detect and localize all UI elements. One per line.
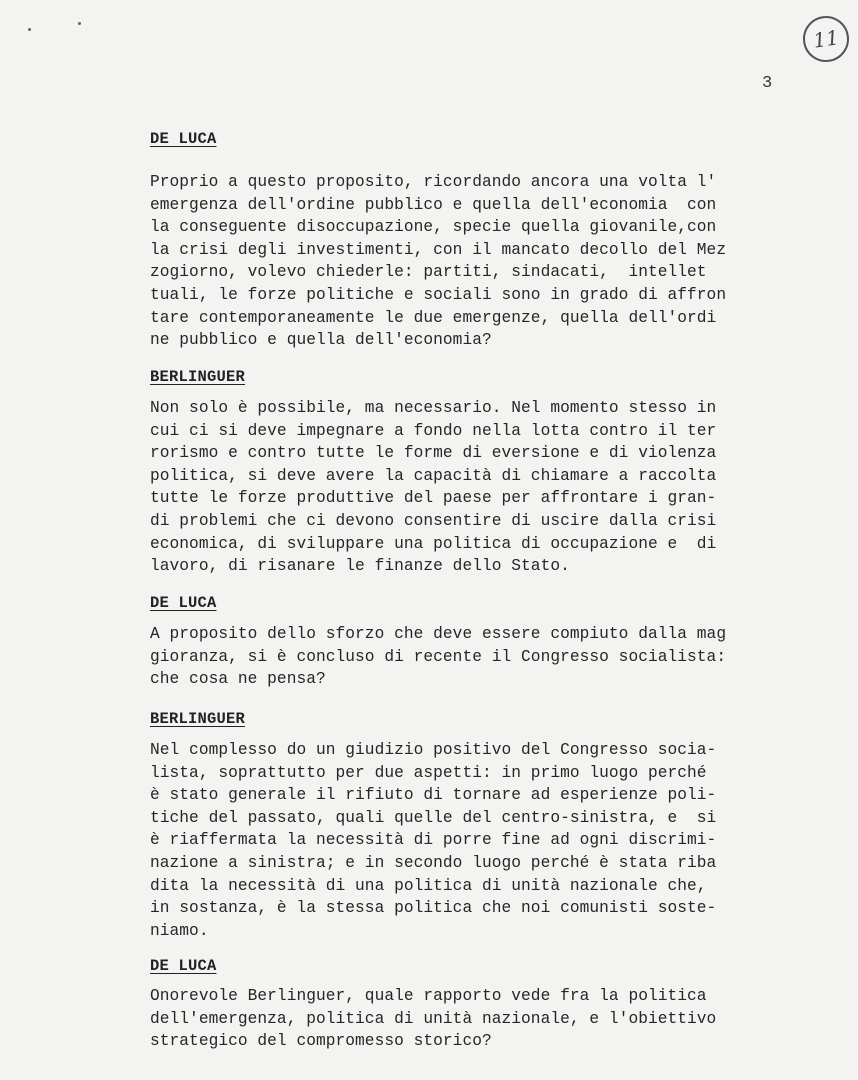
- archive-stamp: 11: [800, 13, 852, 65]
- scan-speck: [28, 28, 31, 31]
- page-number: 3: [762, 74, 773, 93]
- paragraph: A proposito dello sforzo che deve essere compiuto dalla mag gioranza, si è concluso di recente il Congresso socialista: che cosa ne pensa?: [150, 625, 727, 689]
- paragraph: Onorevole Berlinguer, quale rapporto vede fra la politica dell'emergenza, politica di unità nazionale, e l'obiettivo strategico del compromesso storico?: [150, 987, 717, 1051]
- speaker-label: BERLINGUER: [150, 710, 246, 728]
- paragraph: Proprio a questo proposito, ricordando ancora una volta l' emergenza dell'ordine pubblico e quella dell'economia con la conseguente disoccupazione, specie quella giovanile,con la crisi degli investimenti, con il mancato decollo del Mez zogiorno, volevo chiederle: partiti, sindacati, intellet tuali, le forze politiche e sociali sono in grado di affron tare contemporaneamente le due emergenze, quella dell'ordi ne pubblico e quella dell'economia?: [150, 173, 727, 350]
- speaker-label: BERLINGUER: [150, 368, 246, 386]
- scan-speck: [78, 22, 81, 25]
- paragraph: Nel complesso do un giudizio positivo del Congresso socia- lista, soprattutto per due aspetti: in primo luogo perché è stato generale il rifiuto di tornare ad esperienze poli- tiche del passato, quali quelle del centro-sinistra, e si è riaffermata la necessità di porre fine ad ogni discrimi- nazione a sinistra; e in secondo luogo perché è stata riba dita la necessità di una politica di unità nazionale che, in sostanza, è la stessa politica che noi comunisti soste- niamo.: [150, 741, 717, 940]
- paragraph: Non solo è possibile, ma necessario. Nel momento stesso in cui ci si deve impegnare a fondo nella lotta contro il ter rorismo e contro tutte le forme di eversione e di violenza politica, si deve avere la capacità di chiamare a raccolta tutte le forze produttive del paese per affrontare i gran- di problemi che ci devono consentire di uscire dalla crisi economica, di sviluppare una politica di occupazione e di lavoro, di risanare le finanze dello Stato.: [150, 399, 717, 576]
- speaker-label: DE LUCA: [150, 957, 217, 975]
- speaker-label: DE LUCA: [150, 594, 217, 612]
- speaker-label: DE LUCA: [150, 130, 217, 148]
